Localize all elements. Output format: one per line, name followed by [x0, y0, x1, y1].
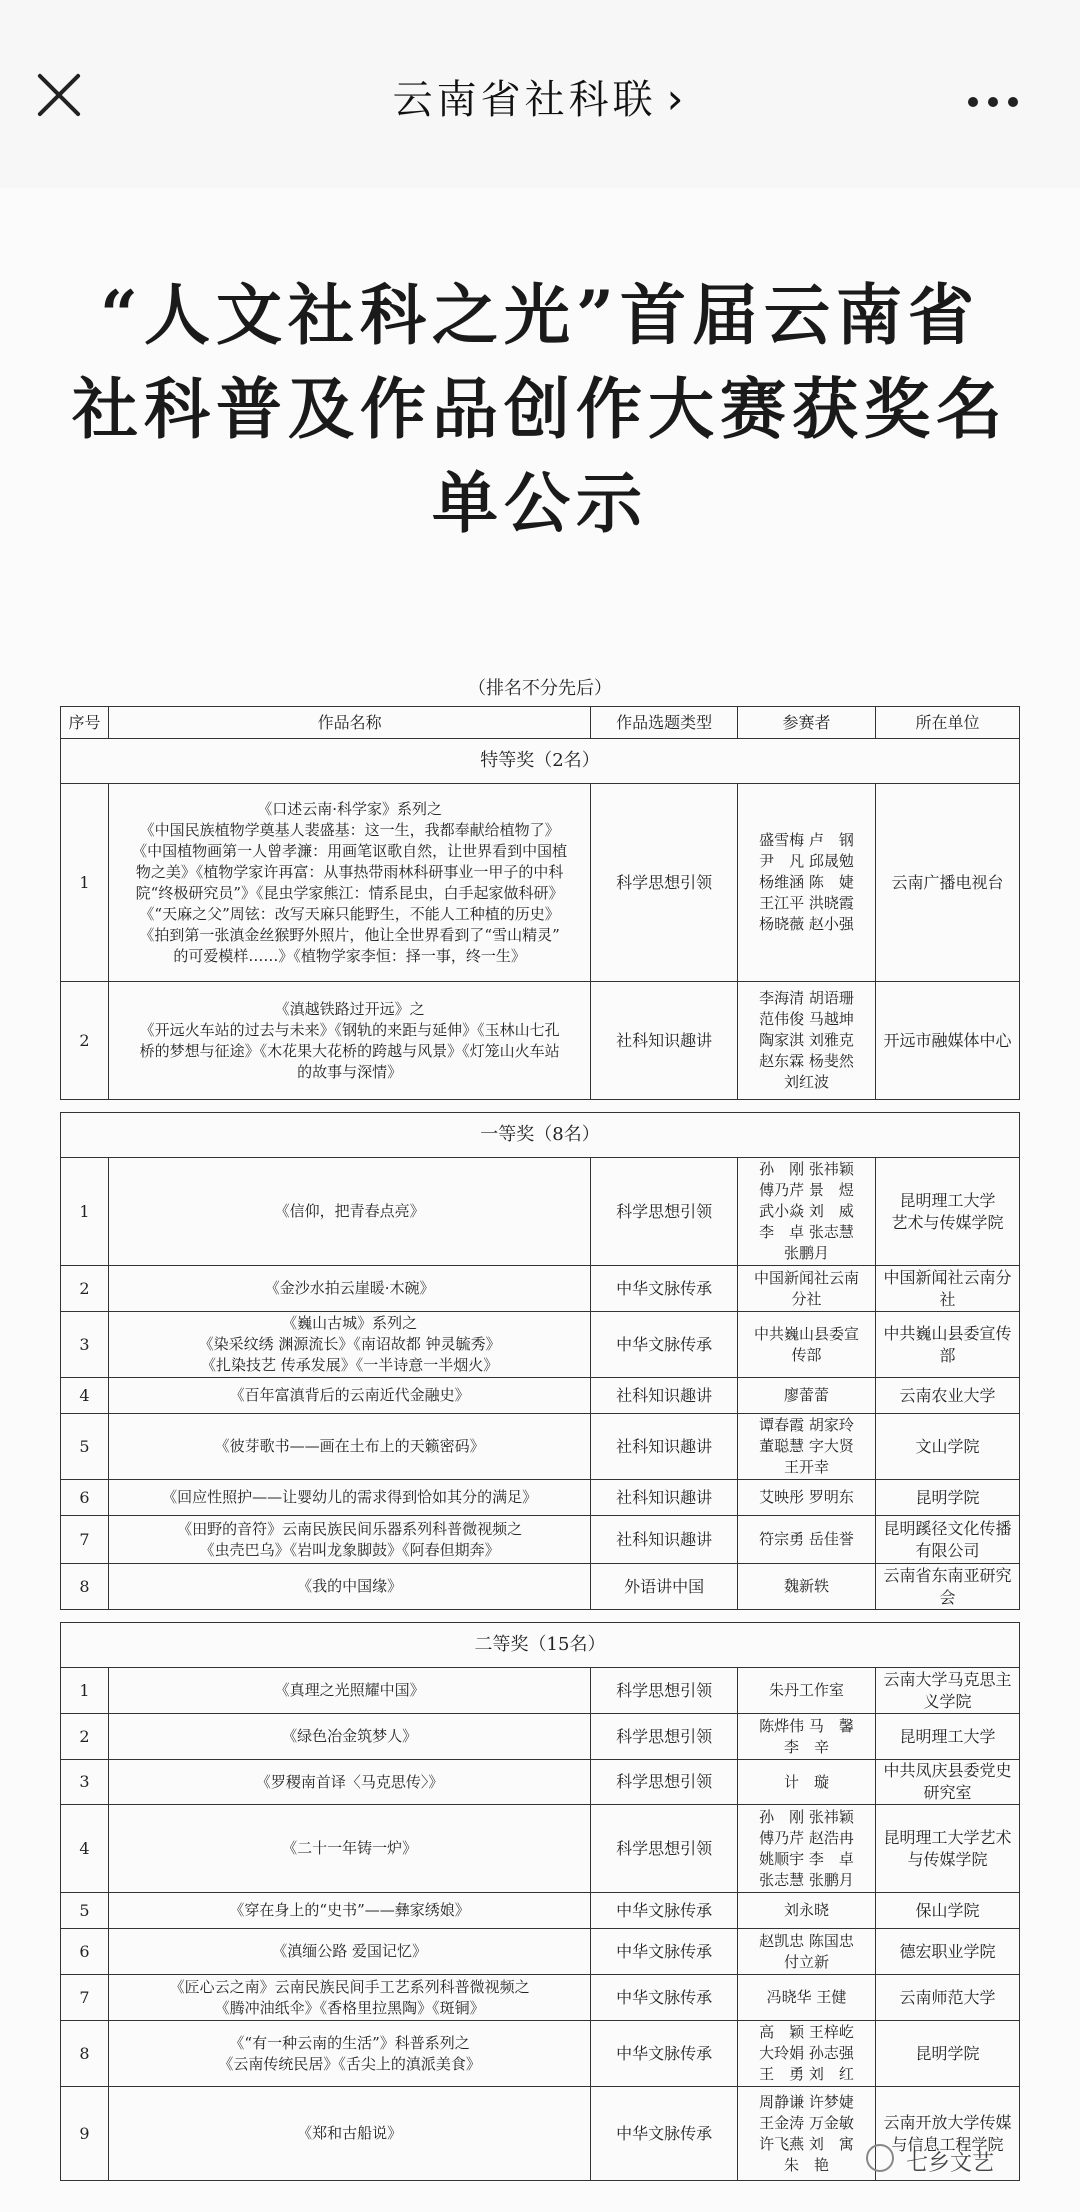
- award-list-document: [60, 672, 1020, 2181]
- work-title-line: 《信仰，把青春点亮》: [274, 1202, 425, 1220]
- unit-line: 德宏职业学院: [899, 1941, 996, 1961]
- chevron-right-icon: ›: [666, 74, 688, 123]
- award-table: [60, 706, 1020, 2181]
- participants-cell: [737, 1893, 875, 1929]
- header-unit: 所在单位: [876, 707, 1020, 739]
- table-row: [61, 784, 1020, 982]
- row-index: 3: [61, 1312, 109, 1378]
- participant-line: 武小焱 刘 威: [759, 1202, 854, 1220]
- work-title-cell: [108, 1893, 590, 1929]
- participant-line: 范伟俊 马越坤: [759, 1010, 854, 1028]
- table-row: [61, 1414, 1020, 1480]
- award-section-title: 特等奖（2名）: [61, 739, 1020, 784]
- title-line: 单公示: [432, 464, 648, 542]
- participants-cell: [737, 1158, 875, 1266]
- row-index: 3: [61, 1760, 109, 1805]
- article-title: [40, 268, 1040, 550]
- row-index: 2: [61, 1714, 109, 1760]
- topic-type: 科学思想引领: [591, 784, 738, 982]
- topic-type: 社科知识趣讲: [591, 1516, 738, 1564]
- participants-cell: [737, 2021, 875, 2087]
- topic-type: 中华文脉传承: [591, 1893, 738, 1929]
- unit-line: 云南师范大学: [899, 1987, 996, 2007]
- participant-line: 付立新: [784, 1952, 830, 1971]
- row-index: 7: [61, 1975, 109, 2021]
- work-title-cell: [108, 1158, 590, 1266]
- unit-line: 昆明理工大学: [899, 1726, 996, 1746]
- row-index: 5: [61, 1414, 109, 1480]
- unit-line: 部: [939, 1345, 956, 1365]
- unit-line: 昆明学院: [915, 1487, 980, 1507]
- top-navigation-bar: [0, 0, 1080, 188]
- topic-type: 中华文脉传承: [591, 1312, 738, 1378]
- unit-line: 会: [939, 1587, 956, 1607]
- topic-type: 中华文脉传承: [591, 1266, 738, 1312]
- participant-line: 谭春霞 胡家玲: [759, 1416, 854, 1434]
- participants-cell: [737, 1312, 875, 1378]
- work-title-line: 《滇缅公路 爱国记忆》: [272, 1942, 427, 1960]
- participant-line: 陈烨伟 马 馨: [759, 1716, 854, 1735]
- topic-type: 社科知识趣讲: [591, 1378, 738, 1414]
- work-title-cell: [108, 1414, 590, 1480]
- row-index: 8: [61, 2021, 109, 2087]
- participant-line: 尹 凡 邱晟勉: [759, 852, 854, 870]
- work-title-line: 《二十一年铸一炉》: [282, 1839, 418, 1857]
- unit-line: 昆明学院: [915, 2043, 980, 2063]
- participants-cell: [737, 784, 875, 982]
- row-index: 6: [61, 1480, 109, 1516]
- work-title-line: 《腾冲油纸伞》《香格里拉黑陶》《斑铜》: [214, 1998, 485, 2017]
- table-row: [61, 1714, 1020, 1760]
- participant-line: 大玲娟 孙志强: [759, 2044, 854, 2062]
- topic-type: 社科知识趣讲: [591, 982, 738, 1100]
- row-index: 5: [61, 1893, 109, 1929]
- unit-cell: [876, 1312, 1020, 1378]
- table-row: [61, 1378, 1020, 1414]
- unit-line: 社: [939, 1289, 956, 1309]
- work-title-line: 《彼芽歌书——画在土布上的天籁密码》: [214, 1437, 485, 1455]
- header-index: 序号: [61, 707, 109, 739]
- work-title-cell: [108, 1760, 590, 1805]
- participant-line: 朱 艳: [784, 2155, 830, 2174]
- work-title-cell: [108, 1266, 590, 1312]
- work-title-cell: [108, 2087, 590, 2181]
- participants-cell: [737, 1480, 875, 1516]
- row-index: 1: [61, 1668, 109, 1714]
- unit-cell: [876, 1714, 1020, 1760]
- table-row: [61, 2021, 1020, 2087]
- participant-line: 冯晓华 王健: [766, 1988, 847, 2006]
- participant-line: 陶家淇 刘雅克: [759, 1031, 854, 1049]
- award-section-title: 二等奖（15名）: [61, 1623, 1020, 1668]
- table-row: [61, 982, 1020, 1100]
- participant-line: 张志慧 张鹏月: [759, 1870, 854, 1889]
- work-title-cell: [108, 1975, 590, 2021]
- account-name-link[interactable]: [0, 68, 1080, 125]
- work-title-line: 《郑和古船说》: [297, 2124, 403, 2142]
- row-index: 8: [61, 1564, 109, 1610]
- participant-line: 李海清 胡语珊: [759, 989, 854, 1007]
- unit-cell: [876, 1805, 1020, 1893]
- work-title-line: 《滇越铁路过开远》之: [274, 999, 425, 1018]
- row-index: 2: [61, 1266, 109, 1312]
- table-header-row: [61, 707, 1020, 739]
- participant-line: 许飞燕 刘 寓: [759, 2134, 854, 2153]
- participants-cell: [737, 1714, 875, 1760]
- table-row: [61, 1975, 1020, 2021]
- participants-cell: [737, 1805, 875, 1893]
- participant-line: 傅乃芹 景 煜: [759, 1181, 854, 1199]
- participant-line: 传部: [791, 1345, 822, 1364]
- ranking-note: （排名不分先后）: [468, 678, 612, 699]
- unit-line: 中共巍山县委宣传: [883, 1323, 1012, 1343]
- unit-cell: [876, 1893, 1020, 1929]
- title-line: 社科普及作品创作大赛获奖名: [72, 370, 1008, 448]
- section-gap: [61, 1100, 1020, 1113]
- header-topic-type: 作品选题类型: [591, 707, 738, 739]
- row-index: 9: [61, 2087, 109, 2181]
- unit-line: 艺术与传媒学院: [891, 1212, 1004, 1232]
- work-title-line: 《匠心云之南》云南民族民间手工艺系列科普微视频之: [169, 1977, 530, 1996]
- table-row: [61, 1564, 1020, 1610]
- participants-cell: [737, 982, 875, 1100]
- work-title-line: 《拍到第一张滇金丝猴野外照片，他让全世界看到了“雪山精灵”: [139, 925, 560, 944]
- unit-line: 昆明理工大学艺术: [883, 1827, 1012, 1847]
- table-row: [61, 1929, 1020, 1975]
- unit-cell: [876, 1414, 1020, 1480]
- participant-line: 赵凯忠 陈国忠: [759, 1931, 854, 1950]
- participant-line: 姚顺宇 李 卓: [759, 1849, 854, 1868]
- participant-line: 王江平 洪晓霞: [759, 894, 854, 912]
- work-title-line: 《穿在身上的“史书”——彝家绣娘》: [229, 1901, 470, 1919]
- work-title-cell: [108, 1929, 590, 1975]
- work-title-line: 物之美》《植物学家许再富：从事热带雨林科研事业一甲子的中科: [135, 862, 564, 881]
- work-title-line: 《染采纹绣 渊源流长》《南诏故都 钟灵毓秀》: [198, 1335, 501, 1353]
- unit-line: 有限公司: [915, 1540, 980, 1560]
- header-work-title: 作品名称: [108, 707, 590, 739]
- unit-cell: [876, 1975, 1020, 2021]
- topic-type: 中华文脉传承: [591, 2021, 738, 2087]
- participants-cell: [737, 1516, 875, 1564]
- unit-line: 云南农业大学: [899, 1385, 996, 1405]
- work-title-line: 《口述云南·科学家》系列之: [257, 799, 442, 818]
- award-section-header: [61, 1623, 1020, 1668]
- work-title-line: 《“有一种云南的生活”》科普系列之: [229, 2033, 470, 2052]
- unit-line: 文山学院: [915, 1436, 980, 1456]
- work-title-line: 桥的梦想与征途》《木花果大花桥的跨越与风景》《灯笼山火车站: [139, 1041, 560, 1060]
- participant-line: 张鹏月: [784, 1244, 830, 1262]
- unit-cell: [876, 2021, 1020, 2087]
- participant-line: 杨维涵 陈 婕: [759, 873, 854, 891]
- row-index: 1: [61, 1158, 109, 1266]
- work-title-line: 《“天麻之父”周铉：改写天麻只能野生，不能人工种植的历史》: [139, 904, 560, 923]
- participant-line: 李 卓 张志慧: [759, 1223, 854, 1241]
- work-title-line: 《绿色冶金筑梦人》: [282, 1727, 418, 1745]
- watermark: 七乡文艺: [906, 2151, 995, 2176]
- participants-cell: [737, 1414, 875, 1480]
- participants-cell: [737, 1929, 875, 1975]
- work-title-line: 的故事与深情》: [297, 1062, 403, 1081]
- unit-cell: [876, 982, 1020, 1100]
- participant-line: 中国新闻社云南: [754, 1268, 860, 1287]
- table-row: [61, 1805, 1020, 1893]
- unit-line: 与传媒学院: [907, 1849, 988, 1869]
- participant-line: 分社: [791, 1289, 822, 1308]
- unit-cell: [876, 1378, 1020, 1414]
- row-index: 2: [61, 982, 109, 1100]
- unit-line: 昆明理工大学: [899, 1190, 996, 1210]
- topic-type: 科学思想引领: [591, 1805, 738, 1893]
- participant-line: 符宗勇 岳佳誉: [759, 1530, 854, 1548]
- unit-cell: [876, 1564, 1020, 1610]
- row-index: 4: [61, 1805, 109, 1893]
- unit-line: 昆明蹊径文化传播: [883, 1518, 1012, 1538]
- unit-line: 保山学院: [915, 1900, 980, 1920]
- participants-cell: [737, 2087, 875, 2181]
- unit-cell: [876, 784, 1020, 982]
- table-row: [61, 1312, 1020, 1378]
- work-title-line: 院“终极研究员”》《昆虫学家熊江：情系昆虫，白手起家做科研》: [135, 883, 564, 902]
- unit-line: 中国新闻社云南分: [883, 1267, 1012, 1287]
- unit-line: 研究室: [923, 1783, 972, 1802]
- unit-cell: [876, 1480, 1020, 1516]
- participant-line: 孙 刚 张祎颖: [759, 1160, 854, 1178]
- work-title-line: 《巍山古城》系列之: [282, 1314, 418, 1332]
- table-row: [61, 1760, 1020, 1805]
- topic-type: 中华文脉传承: [591, 1975, 738, 2021]
- row-index: 7: [61, 1516, 109, 1564]
- account-name: 云南省社科联: [392, 77, 657, 123]
- row-index: 4: [61, 1378, 109, 1414]
- row-index: 6: [61, 1929, 109, 1975]
- work-title-line: 《虫壳巴乌》《岩叫龙象脚鼓》《阿春但期奔》: [199, 1540, 500, 1559]
- award-section-title: 一等奖（8名）: [61, 1113, 1020, 1158]
- work-title-cell: [108, 2021, 590, 2087]
- topic-type: 社科知识趣讲: [591, 1414, 738, 1480]
- topic-type: 科学思想引领: [591, 1668, 738, 1714]
- participant-line: 艾映彤 罗明东: [759, 1488, 854, 1506]
- work-title-cell: [108, 1516, 590, 1564]
- unit-cell: [876, 1158, 1020, 1266]
- table-row: [61, 1516, 1020, 1564]
- title-line: “人文社科之光”首届云南省: [100, 276, 980, 354]
- topic-type: 科学思想引领: [591, 1760, 738, 1805]
- participants-cell: [737, 1378, 875, 1414]
- more-options-icon[interactable]: [968, 92, 1028, 111]
- work-title-cell: [108, 1668, 590, 1714]
- table-row: [61, 1893, 1020, 1929]
- unit-line: 云南大学马克思主: [883, 1669, 1012, 1689]
- work-title-line: 的可爱模样……》《植物学家李恒：择一事，终一生》: [173, 946, 526, 965]
- work-title-line: 《扎染技艺 传承发展》《一半诗意一半烟火》: [200, 1356, 499, 1374]
- unit-cell: [876, 1516, 1020, 1564]
- participant-line: 盛雪梅 卢 钢: [759, 831, 854, 849]
- unit-cell: [876, 1266, 1020, 1312]
- row-index: 1: [61, 784, 109, 982]
- participants-cell: [737, 1668, 875, 1714]
- unit-cell: [876, 1929, 1020, 1975]
- unit-line: 义学院: [923, 1691, 972, 1711]
- participant-line: 傅乃芹 赵浩冉: [759, 1828, 854, 1847]
- work-title-line: 《云南传统民居》《舌尖上的滇派美食》: [218, 2054, 481, 2073]
- topic-type: 科学思想引领: [591, 1158, 738, 1266]
- participant-line: 孙 刚 张祎颖: [759, 1807, 854, 1826]
- unit-line: 云南省东南亚研究: [883, 1565, 1012, 1585]
- work-title-cell: [108, 1312, 590, 1378]
- unit-line: 开远市融媒体中心: [883, 1030, 1012, 1050]
- participant-line: 王开幸: [784, 1458, 830, 1476]
- work-title-line: 《真理之光照耀中国》: [274, 1681, 425, 1699]
- work-title-line: 《回应性照护——让婴幼儿的需求得到恰如其分的满足》: [162, 1488, 538, 1506]
- topic-type: 中华文脉传承: [591, 2087, 738, 2181]
- wechat-account-icon: [866, 2144, 894, 2172]
- table-row: [61, 1668, 1020, 1714]
- work-title-cell: [108, 1378, 590, 1414]
- work-title-line: 《我的中国缘》: [297, 1577, 403, 1595]
- work-title-line: 《中国植物画第一人曾孝濂：用画笔讴歌自然，让世界看到中国植: [132, 841, 568, 860]
- participant-line: 刘红波: [784, 1073, 830, 1091]
- work-title-cell: [108, 1714, 590, 1760]
- award-section-header: [61, 1113, 1020, 1158]
- participant-line: 朱丹工作室: [769, 1681, 845, 1699]
- table-row: [61, 1480, 1020, 1516]
- unit-line: 中共凤庆县委党史: [883, 1761, 1012, 1780]
- topic-type: 中华文脉传承: [591, 1929, 738, 1975]
- work-title-line: 《金沙水拍云崖暖·木碗》: [264, 1279, 435, 1297]
- participants-cell: [737, 1760, 875, 1805]
- work-title-cell: [108, 784, 590, 982]
- participant-line: 王金涛 万金敏: [759, 2113, 854, 2132]
- work-title-cell: [108, 1805, 590, 1893]
- unit-line: 云南开放大学传媒: [883, 2112, 1012, 2132]
- participant-line: 周静谦 许梦婕: [759, 2092, 854, 2111]
- work-title-cell: [108, 982, 590, 1100]
- award-section-header: [61, 739, 1020, 784]
- work-title-line: 《田野的音符》云南民族民间乐器系列科普微视频之: [177, 1519, 523, 1538]
- topic-type: 外语讲中国: [591, 1564, 738, 1610]
- participants-cell: [737, 1975, 875, 2021]
- topic-type: 社科知识趣讲: [591, 1480, 738, 1516]
- table-row: [61, 1158, 1020, 1266]
- participant-line: 李 辛: [784, 1737, 830, 1756]
- unit-cell: [876, 1760, 1020, 1805]
- table-row: [61, 1266, 1020, 1312]
- work-title-cell: [108, 1480, 590, 1516]
- participant-line: 廖蕾蕾: [784, 1386, 830, 1404]
- participant-line: 赵东霖 杨斐然: [759, 1052, 854, 1070]
- participants-cell: [737, 1564, 875, 1610]
- section-gap: [61, 1610, 1020, 1623]
- participant-line: 高 颖 王梓屹: [759, 2023, 854, 2041]
- work-title-line: 《百年富滇背后的云南近代金融史》: [229, 1386, 470, 1404]
- header-participants: 参赛者: [737, 707, 875, 739]
- topic-type: 科学思想引领: [591, 1714, 738, 1760]
- participant-line: 董聪慧 字大贤: [759, 1437, 854, 1455]
- participants-cell: [737, 1266, 875, 1312]
- participant-line: 杨晓薇 赵小强: [759, 915, 854, 933]
- participant-line: 中共巍山县委宣: [754, 1324, 860, 1343]
- participant-line: 刘永晓: [784, 1901, 830, 1919]
- participant-line: 计 璇: [784, 1772, 830, 1791]
- work-title-line: 《开远火车站的过去与未来》《钢轨的来距与延伸》《玉林山七孔: [139, 1020, 560, 1039]
- work-title-cell: [108, 1564, 590, 1610]
- participant-line: 魏新轶: [784, 1577, 830, 1595]
- work-title-line: 《罗稷南首译〈马克思传〉》: [255, 1772, 444, 1791]
- unit-line: 与信息工程学院: [891, 2134, 1004, 2154]
- unit-cell: [876, 1668, 1020, 1714]
- unit-line: 云南广播电视台: [891, 872, 1004, 892]
- participant-line: 王 勇 刘 红: [759, 2065, 854, 2083]
- work-title-line: 《中国民族植物学奠基人裴盛基：这一生，我都奉献给植物了》: [139, 820, 560, 839]
